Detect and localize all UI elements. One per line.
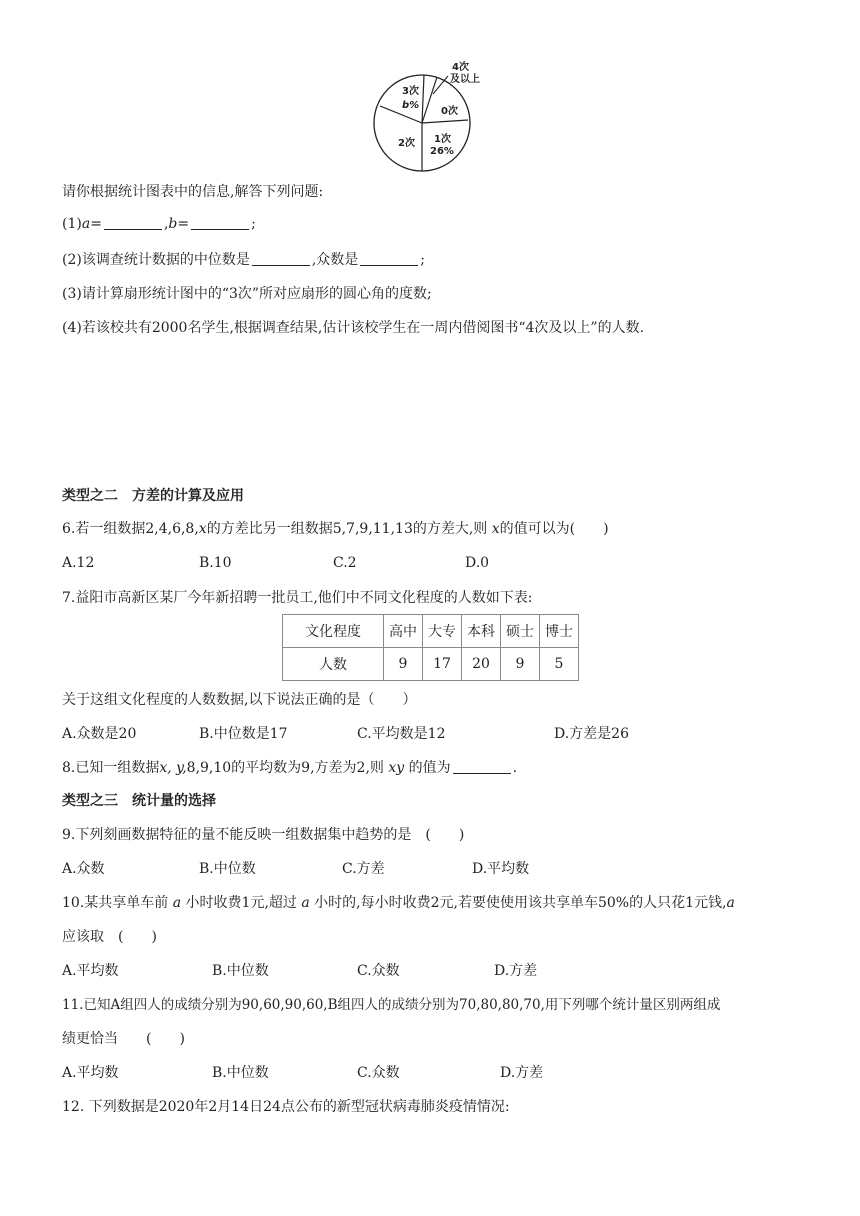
p8-text1: 8.已知一组数据 xyxy=(62,760,160,776)
table-cell: 人数 xyxy=(283,648,384,681)
problem-10-line2: 应该取 ( ) xyxy=(62,929,157,945)
q1-blank-a[interactable] xyxy=(104,215,162,230)
p11-option-b[interactable]: B.中位数 xyxy=(212,1065,269,1081)
question-1 xyxy=(62,214,256,234)
pie-label-1-l2: 26% xyxy=(430,146,454,157)
p7-option-a[interactable]: A.众数是20 xyxy=(62,726,137,742)
table-cell: 17 xyxy=(423,648,462,681)
p8-blank[interactable] xyxy=(453,759,511,774)
p10-var-a2: a xyxy=(301,895,310,911)
p6-var-x2: x xyxy=(491,521,500,537)
p8-text2: 8,9,10的平均数为9,方差为2,则 xyxy=(186,760,384,776)
q1-prefix: (1) xyxy=(62,216,82,232)
pie-label-2: 2次 xyxy=(398,138,415,149)
p10-var-a3: a xyxy=(726,895,735,911)
q1-var-b: b xyxy=(168,216,178,232)
q1-sep: , xyxy=(163,216,169,232)
table-header-row xyxy=(283,615,579,648)
p8-end: . xyxy=(512,760,518,776)
p8-var-xy: xy xyxy=(388,760,405,776)
p8-vars: x, y, xyxy=(159,760,187,776)
p7-option-c[interactable]: C.平均数是12 xyxy=(357,726,446,742)
problem-8 xyxy=(62,758,517,778)
pie-label-4plus-l1: 4次 xyxy=(452,62,469,73)
p10-option-c[interactable]: C.众数 xyxy=(357,963,400,979)
q1-end: ; xyxy=(251,216,256,232)
p10-option-a[interactable]: A.平均数 xyxy=(62,963,119,979)
q1-eq1: = xyxy=(90,216,102,232)
table-row xyxy=(283,648,579,681)
section-heading-3: 类型之三 统计量的选择 xyxy=(62,793,216,809)
problem-12-stem: 12. 下列数据是2020年2月14日24点公布的新型冠状病毒肺炎疫情情况: xyxy=(62,1099,510,1115)
intro-text: 请你根据统计图表中的信息,解答下列问题: xyxy=(62,184,324,200)
p9-option-c[interactable]: C.方差 xyxy=(342,861,385,877)
section-heading-2: 类型之二 方差的计算及应用 xyxy=(62,488,244,504)
table-cell: 20 xyxy=(462,648,501,681)
p6-option-d[interactable]: D.0 xyxy=(465,555,490,571)
q2-blank-mode[interactable] xyxy=(360,251,418,266)
p7-option-b[interactable]: B.中位数是17 xyxy=(199,726,288,742)
q2-blank-median[interactable] xyxy=(252,251,310,266)
table-cell: 5 xyxy=(540,648,579,681)
p6-stem3: 的值可以为( ) xyxy=(499,521,609,537)
problem-10-line1 xyxy=(62,893,735,913)
table-cell: 9 xyxy=(384,648,423,681)
pie-divider-0 xyxy=(422,120,468,123)
problem-9-stem: 9.下列刻画数据特征的量不能反映一组数据集中趋势的是 ( ) xyxy=(62,827,465,843)
table-cell: 高中 xyxy=(384,615,423,648)
p9-option-a[interactable]: A.众数 xyxy=(62,861,105,877)
pie-label-3-l2: b% xyxy=(402,100,420,111)
p11-option-d[interactable]: D.方差 xyxy=(500,1065,544,1081)
table-cell: 文化程度 xyxy=(283,615,384,648)
p9-option-b[interactable]: B.中位数 xyxy=(199,861,256,877)
p10-option-b[interactable]: B.中位数 xyxy=(212,963,269,979)
q2-end: ; xyxy=(420,252,426,268)
pie-label-0: 0次 xyxy=(441,106,458,117)
q1-var-a: a xyxy=(81,216,91,232)
q2-text1: (2)该调查统计数据的中位数是 xyxy=(62,252,250,268)
problem-6-stem xyxy=(62,519,609,539)
table-cell: 9 xyxy=(501,648,540,681)
table-cell: 大专 xyxy=(423,615,462,648)
q2-text2: ,众数是 xyxy=(311,252,359,268)
p6-stem2: 的方差比另一组数据5,7,9,11,13的方差大,则 xyxy=(206,521,488,537)
q1-eq2: = xyxy=(177,216,190,232)
p10-text1: 10.某共享单车前 xyxy=(62,895,169,911)
question-4: (4)若该校共有2000名学生,根据调查结果,估计该校学生在一周内借阅图书“4次及以上”的人数. xyxy=(62,320,645,336)
problem-7-stem: 7.益阳市高新区某厂今年新招聘一批员工,他们中不同文化程度的人数如下表: xyxy=(62,590,533,606)
pie-chart xyxy=(360,56,500,176)
p10-text3: 小时的,每小时收费2元,若要使使用该共享单车50%的人只花1元钱, xyxy=(314,895,727,911)
question-2 xyxy=(62,250,425,270)
p6-stem1: 6.若一组数据2,4,6,8, xyxy=(62,521,199,537)
p6-option-b[interactable]: B.10 xyxy=(199,555,232,571)
p6-var-x: x xyxy=(198,521,207,537)
pie-label-3-l1: 3次 xyxy=(402,86,419,97)
problem-7-question: 关于这组文化程度的人数数据,以下说法正确的是（ ） xyxy=(62,692,417,708)
question-3: (3)请计算扇形统计图中的“3次”所对应扇形的圆心角的度数; xyxy=(62,286,432,302)
table-cell: 硕士 xyxy=(501,615,540,648)
pie-label-4plus-l2: 及以上 xyxy=(450,74,480,85)
q1-blank-b[interactable] xyxy=(191,215,249,230)
p10-var-a: a xyxy=(172,895,182,911)
pie-label-1-l1: 1次 xyxy=(434,134,451,145)
pie-divider-top xyxy=(422,75,424,123)
p11-option-c[interactable]: C.众数 xyxy=(357,1065,400,1081)
table-cell: 博士 xyxy=(540,615,579,648)
p9-option-d[interactable]: D.平均数 xyxy=(472,861,530,877)
education-table xyxy=(282,614,579,681)
p8-text3: 的值为 xyxy=(408,760,451,776)
p10-text2: 小时收费1元,超过 xyxy=(185,895,297,911)
p7-option-d[interactable]: D.方差是26 xyxy=(554,726,629,742)
table-cell: 本科 xyxy=(462,615,501,648)
p6-option-a[interactable]: A.12 xyxy=(62,555,95,571)
problem-11-line2: 绩更恰当 ( ) xyxy=(62,1031,185,1047)
problem-11-line1: 11.已知A组四人的成绩分别为90,60,90,60,B组四人的成绩分别为70,80,80,70,用下列哪个统计量区别两组成 xyxy=(62,997,721,1013)
p11-option-a[interactable]: A.平均数 xyxy=(62,1065,119,1081)
p6-option-c[interactable]: C.2 xyxy=(333,555,357,571)
pie-divider-4 xyxy=(422,77,437,123)
p10-option-d[interactable]: D.方差 xyxy=(494,963,538,979)
